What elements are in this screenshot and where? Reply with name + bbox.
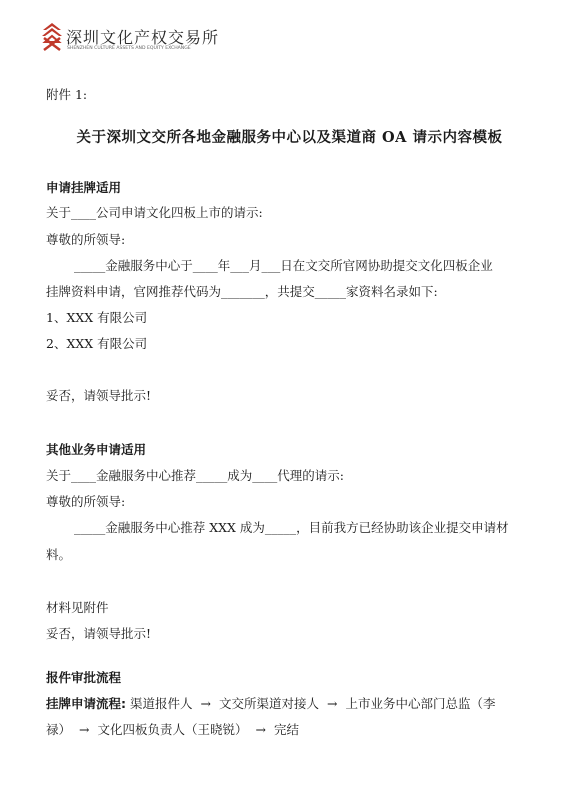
other-body-line-1: _____金融服务中心推荐 XXX 成为_____，目前我方已经协助该企业提交申请材 [74,520,509,535]
arrow-right-icon: → [200,696,211,711]
document-title: 关于深圳文交所各地金融服务中心以及渠道商 OA 请示内容模板 [76,129,503,146]
process-line-1 [46,694,496,712]
process-step: 上市业务中心部门总监（李 [345,696,496,711]
process-step: 文化四板负责人（王晓锐） [97,722,248,737]
section-heading-process: 报件审批流程 [46,670,122,685]
listing-salutation: 尊敬的所领导: [46,232,126,247]
attachment-note: 材料见附件 [46,600,109,615]
process-step: 禄） [46,722,72,737]
section-heading-other: 其他业务申请适用 [46,442,147,457]
list-item: 2、XXX 有限公司 [46,336,148,351]
other-subject-line: 关于____金融服务中心推荐_____成为____代理的请示: [46,468,344,483]
process-step: 完结 [274,722,300,737]
logo-subtitle: SHENZHEN CULTURE ASSETS AND EQUITY EXCHANGE [67,46,191,51]
other-body-line-2: 料。 [46,547,72,562]
listing-closing: 妥否，请领导批示! [46,388,152,403]
listing-body-line-2: 挂牌资料申请，官网推荐代码为_______，共提交_____家资料名录如下: [46,284,438,299]
arrow-right-icon: → [79,722,90,737]
process-label: 挂牌申请流程: [46,696,126,711]
attachment-label: 附件 1: [46,87,88,102]
other-closing: 妥否，请领导批示! [46,626,152,641]
arrow-right-icon: → [327,696,338,711]
logo-text: 深圳文化产权交易所 [66,28,220,47]
listing-subject-line: 关于____公司申请文化四板上市的请示: [46,205,263,220]
process-step: 文交所渠道对接人 [218,696,319,711]
arrow-right-icon: → [255,722,266,737]
process-line-2 [46,720,299,738]
logo [40,20,220,60]
listing-body-line-1: _____金融服务中心于____年___月___日在文交所官网协助提交文化四板企业 [74,258,493,273]
list-item: 1、XXX 有限公司 [46,310,148,325]
section-heading-listing: 申请挂牌适用 [46,180,122,195]
process-step: 渠道报件人 [129,696,193,711]
other-salutation: 尊敬的所领导: [46,494,126,509]
logo-mark-icon [40,20,64,54]
